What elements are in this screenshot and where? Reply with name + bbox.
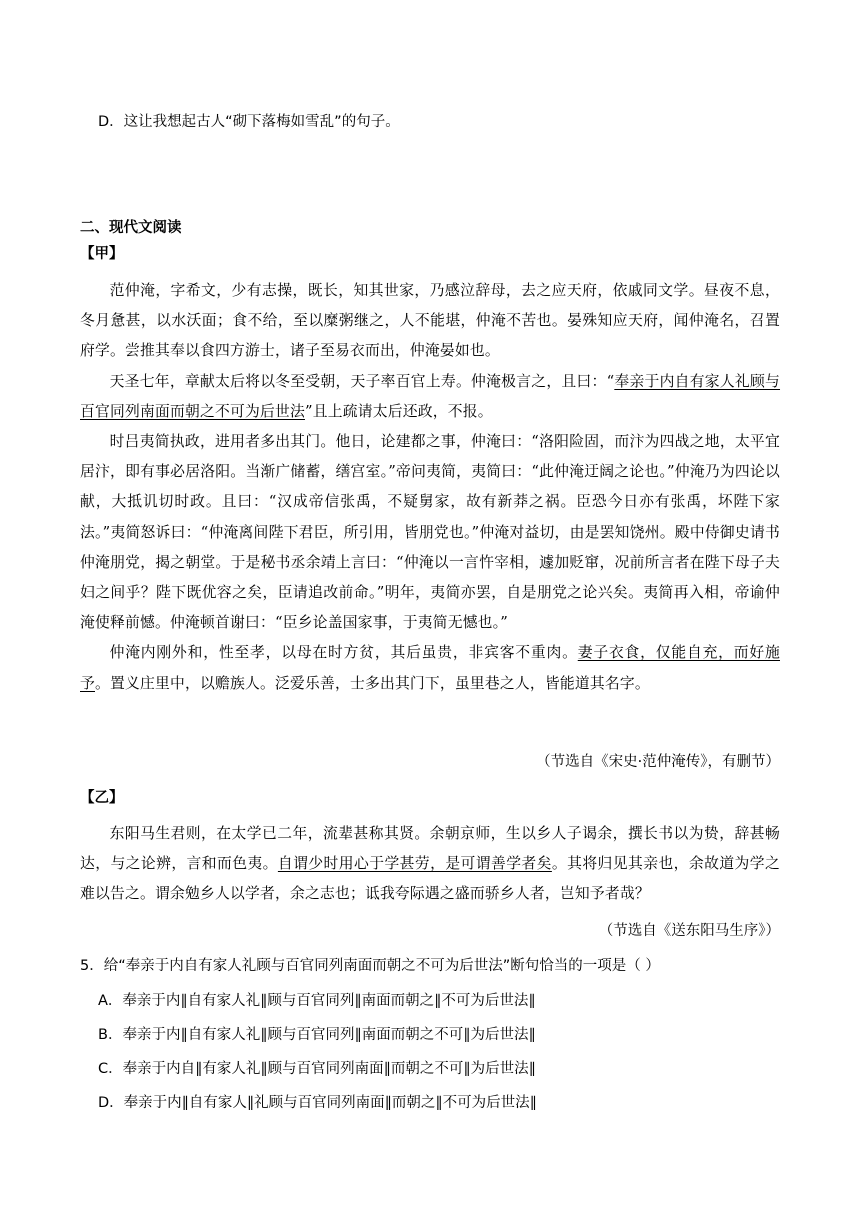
yi-p1-text-end: 。其将归见其亲也，余故道为学之难以告之。谓余勉乡人以学者，余之志也；诋我夸际遇之盛而骄乡人者，岂知予者哉？ (80, 855, 780, 903)
jia-p4-underlined-sentence: 妻子衣食，仅能自充，而好施予 (80, 644, 780, 692)
yi-paragraph-1 (80, 819, 780, 910)
section-title: 二、现代文阅读 (80, 220, 182, 236)
jia-paragraph-3: 时吕夷简执政，进用者多出其门。他日，论建都之事，仲淹曰：“洛阳险固，而汴为四战之地，太平宜居汴，即有事必居洛阳。当渐广储蓄，缮宫室。”帝问夷简，夷简曰：“此仲淹迂阔之论也。”仲淹乃为四论以献，大抵讥切时政。且曰：“汉成帝信张禹，不疑舅家，故有新莽之祸。臣恐今日亦有张禹，坏陛下家法。”夷简怒诉曰：“仲淹离间陛下君臣，所引用，皆朋党也。”仲淹对益切，由是罢知饶州。殿中侍御史请书仲淹朋党，揭之朝堂。于是秘书丞余靖上言曰：“仲淹以一言忤宰相，遽加贬窜，况前所言者在陛下母子夫妇之间乎？陛下既优容之矣，臣请追改前命。”明年，夷简亦罢，自是朋党之论兴矣。夷简再入相，帝谕仲淹使释前憾。仲淹顿首谢曰：“臣乡论盖国家事，于夷简无憾也。” (80, 433, 780, 632)
passage-jia-source: （节选自《宋史·范仲淹传》，有删节） (536, 754, 780, 770)
yi-p1-underlined-sentence: 自谓少时用心于学甚劳，是可谓善学者矣 (277, 855, 552, 873)
passage-jia (80, 276, 780, 699)
passage-yi-label: 【乙】 (80, 790, 124, 806)
question-5-stem: 5．给“奉亲于内自有家人礼顾与百官同列南面而朝之不可为后世法”断句恰当的一项是（ ） (80, 958, 660, 974)
passage-yi (80, 819, 780, 910)
question-5-option-d[interactable]: D．奉亲于内∥自有家人∥礼顾与百官同列南面∥而朝之∥不可为后世法∥ (98, 1095, 537, 1111)
jia-p4-text: 仲淹内刚外和，性至孝，以母在时方贫，其后虽贵，非宾客不重肉。 (109, 644, 578, 662)
question-5-option-a[interactable]: A．奉亲于内∥自有家人礼∥顾与百官同列∥南面而朝之∥不可为后世法∥ (98, 993, 536, 1009)
jia-paragraph-1: 范仲淹，字希文，少有志操，既长，知其世家，乃感泣辞母，去之应天府，依戚同文学。昼夜不息，冬月惫甚，以水沃面；食不给，至以糜粥继之，人不能堪，仲淹不苦也。晏殊知应天府，闻仲淹名，召置府学。尝推其奉以食四方游士，诸子至易衣而出，仲淹晏如也。 (80, 282, 780, 360)
q4-option-d: D．这让我想起古人“砌下落梅如雪乱”的句子。 (98, 114, 400, 130)
question-5-option-c[interactable]: C．奉亲于内自∥有家人礼∥顾与百官同列南面∥而朝之不可∥为后世法∥ (98, 1061, 536, 1077)
passage-yi-source: （节选自《送东阳马生序》） (598, 923, 780, 939)
jia-p2-text: 天圣七年，章献太后将以冬至受朝，天子率百官上寿。仲淹极言之，且曰：“ (109, 372, 615, 390)
passage-jia-label: 【甲】 (80, 246, 124, 262)
yi-p1-text: 东阳马生君则，在太学已二年，流辈甚称其贤。余朝京师，生以乡人子谒余，撰长书以为贽，辞甚畅达，与之论辨，言和而色夷。 (80, 825, 780, 873)
jia-p2-underlined-sentence: 奉亲于内自有家人礼顾与百官同列南面而朝之不可为后世法 (80, 372, 781, 420)
jia-paragraph-4 (80, 638, 780, 698)
jia-p4-text-end: 。置义庄里中，以赡族人。泛爱乐善，士多出其门下，虽里巷之人，皆能道其名字。 (95, 674, 650, 692)
question-5-option-b[interactable]: B．奉亲于内∥自有家人礼∥顾与百官同列∥南面而朝之不可∥为后世法∥ (98, 1027, 536, 1043)
jia-p2-text-end: ”且上疏请太后还政，不报。 (304, 402, 493, 420)
jia-paragraph-2 (80, 367, 780, 427)
